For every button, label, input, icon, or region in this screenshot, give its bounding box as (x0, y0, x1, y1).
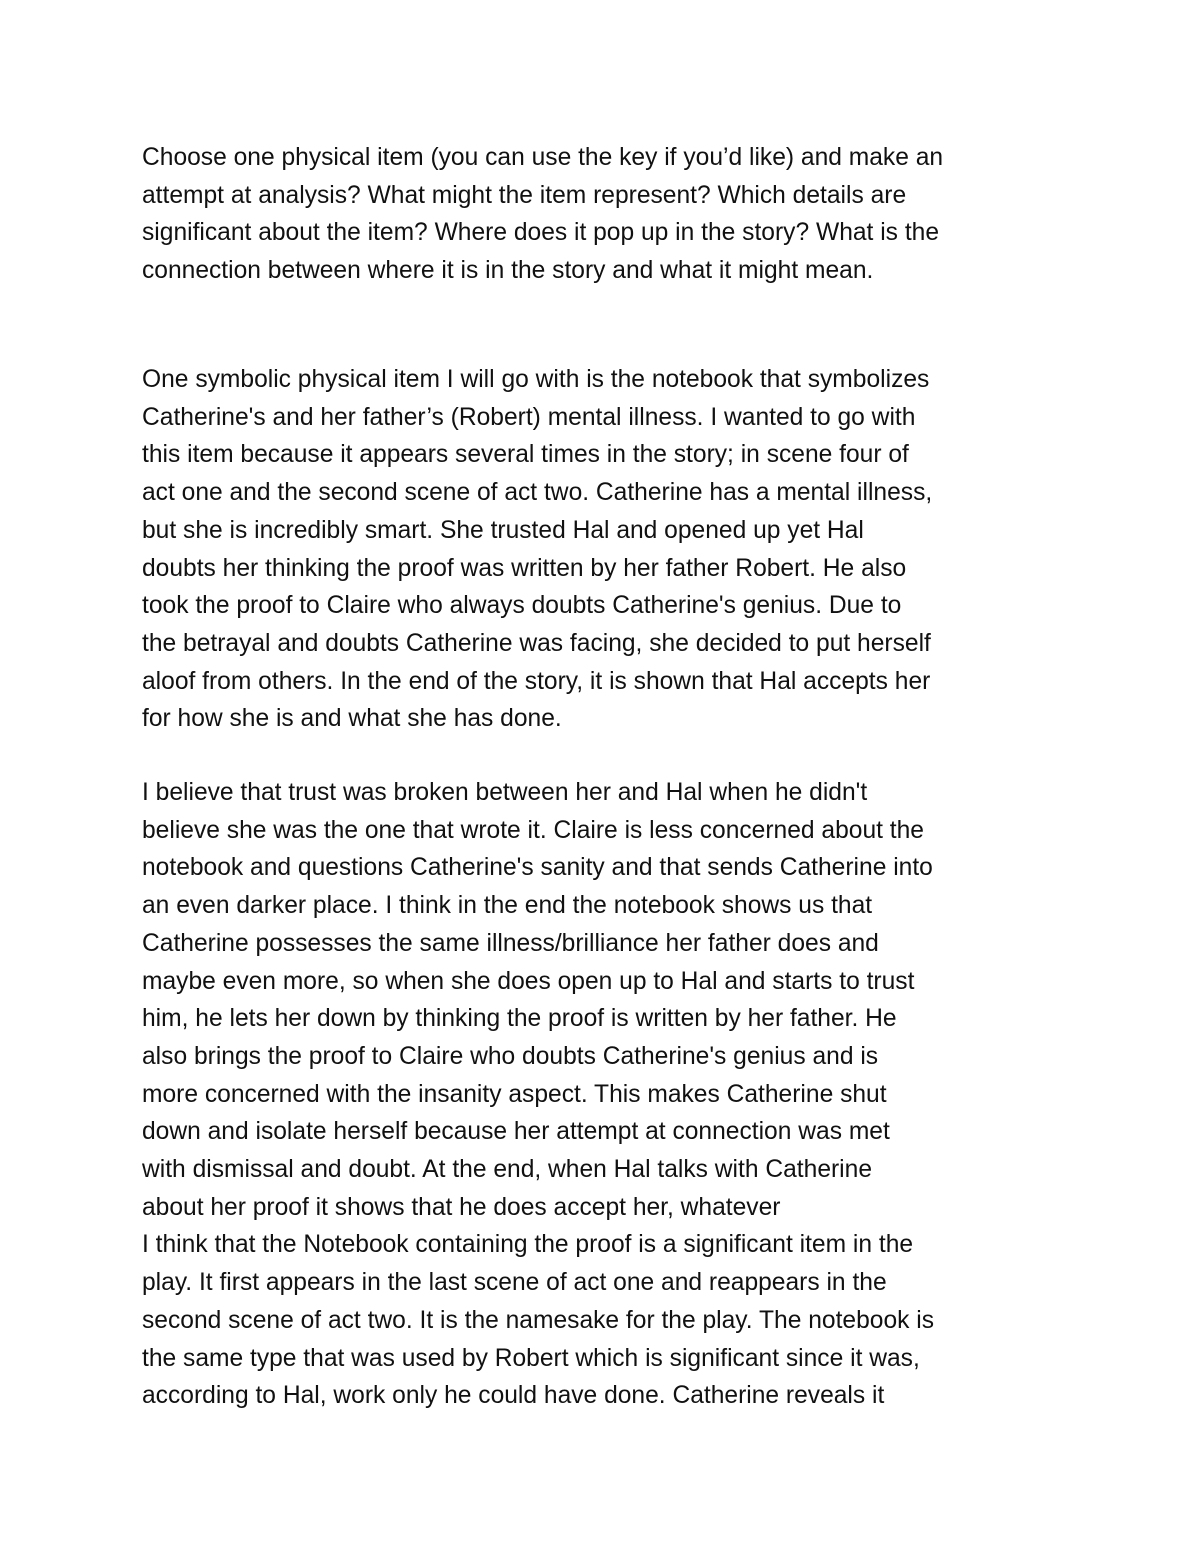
paragraph-line: took the proof to Claire who always doubts Catherine's genius. Due to (142, 592, 902, 620)
paragraph-line: but she is incredibly smart. She trusted Hal and opened up yet Hal (142, 516, 864, 544)
paragraph-line: act one and the second scene of act two. Catherine has a mental illness, (142, 479, 933, 507)
paragraph-line: the betrayal and doubts Catherine was facing, she decided to put herself (142, 629, 931, 657)
paragraph-line: doubts her thinking the proof was written by her father Robert. He also (142, 554, 907, 582)
answer-paragraph-1 (142, 361, 1072, 738)
paragraph-line: second scene of act two. It is the namesake for the play. The notebook is (142, 1306, 935, 1334)
paragraph-line: also brings the proof to Claire who doubts Catherine's genius and is (142, 1042, 879, 1070)
paragraph-line: I believe that trust was broken between her and Hal when he didn't (142, 779, 868, 806)
paragraph-line: believe she was the one that wrote it. Claire is less concerned about the (142, 816, 924, 844)
paragraph-line: this item because it appears several times in the story; in scene four of (142, 441, 909, 469)
prompt-line: attempt at analysis? What might the item represent? Which details are (142, 181, 907, 209)
paragraph-line: according to Hal, work only he could have done. Catherine reveals it (142, 1382, 885, 1410)
paragraph-line: him, he lets her down by thinking the proof is written by her father. He (142, 1005, 897, 1033)
paragraph-line: more concerned with the insanity aspect. This makes Catherine shut (142, 1080, 887, 1108)
paragraph-line: maybe even more, so when she does open up to Hal and starts to trust (142, 967, 915, 995)
answer-paragraph-2 (142, 774, 1072, 1415)
paragraph-line: I think that the Notebook containing the proof is a significant item in the (142, 1231, 914, 1259)
paragraph-line: an even darker place. I think in the end the notebook shows us that (142, 892, 873, 920)
prompt-line: Choose one physical item (you can use the key if you’d like) and make an (142, 144, 944, 171)
paragraph-line: Catherine possesses the same illness/brilliance her father does and (142, 929, 879, 957)
paragraph-line: play. It first appears in the last scene of act one and reappears in the (142, 1269, 887, 1297)
paragraph-line: for how she is and what she has done. (142, 705, 562, 733)
paragraph-line: notebook and questions Catherine's sanity and that sends Catherine into (142, 854, 933, 882)
paragraph-line: One symbolic physical item I will go with is the notebook that symbolizes (142, 366, 930, 393)
paragraph-line: down and isolate herself because her attempt at connection was met (142, 1118, 890, 1146)
prompt-paragraph (142, 139, 1072, 290)
paragraph-line: the same type that was used by Robert which is significant since it was, (142, 1344, 920, 1372)
prompt-line: significant about the item? Where does it pop up in the story? What is the (142, 219, 940, 247)
paragraph-line: about her proof it shows that he does accept her, whatever (142, 1193, 781, 1221)
prompt-line: connection between where it is in the story and what it might mean. (142, 257, 874, 285)
paragraph-line: aloof from others. In the end of the story, it is shown that Hal accepts her (142, 667, 931, 695)
paragraph-line: Catherine's and her father’s (Robert) mental illness. I wanted to go with (142, 403, 916, 431)
paragraph-line: with dismissal and doubt. At the end, when Hal talks with Catherine (142, 1156, 873, 1184)
